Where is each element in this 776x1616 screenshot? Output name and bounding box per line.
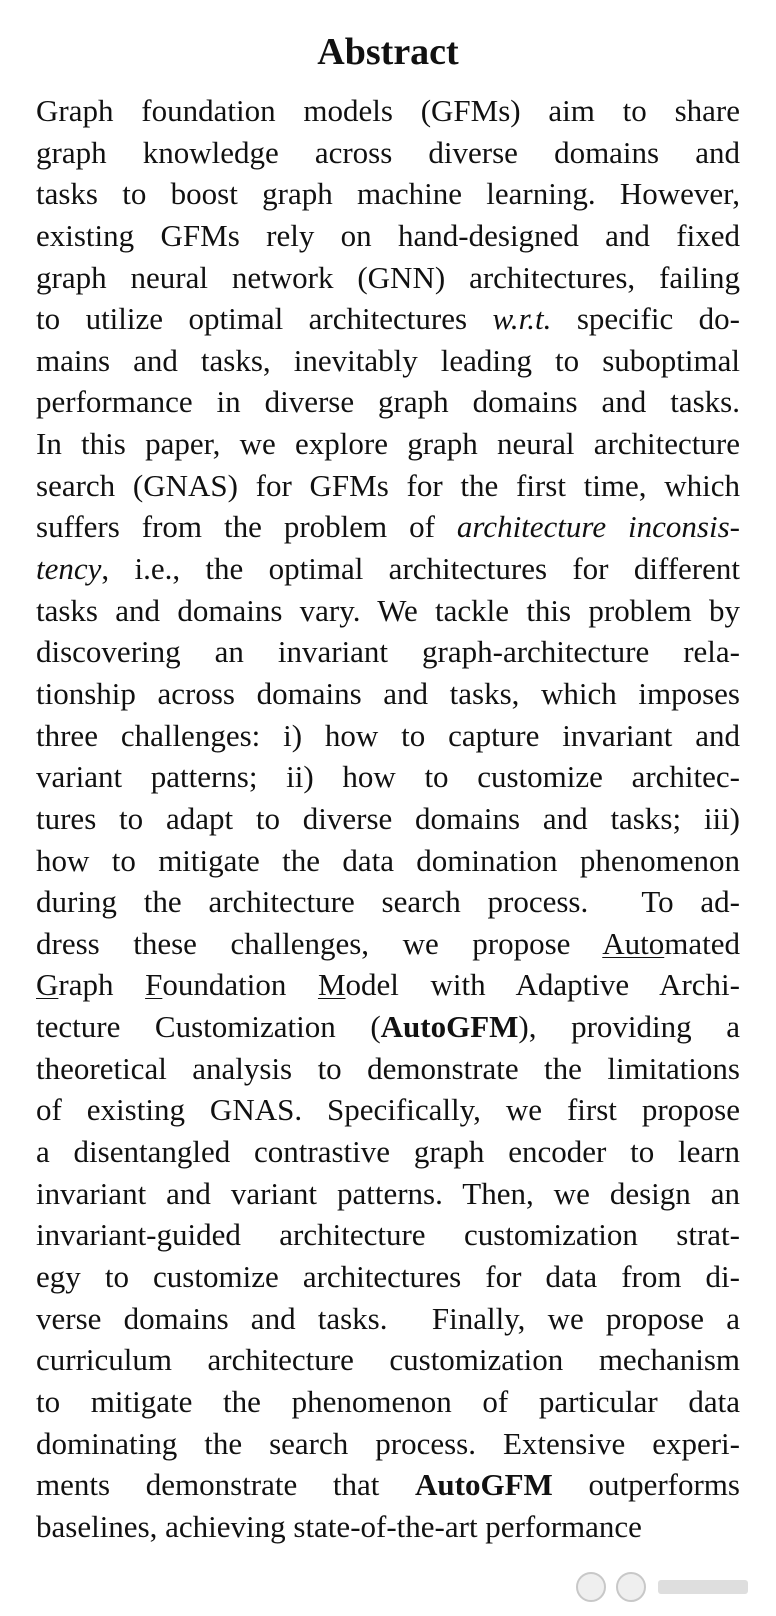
- text-segment: In this paper, we explore graph neural architecture: [36, 426, 740, 462]
- text-segment: to utilize optimal architectures: [36, 301, 493, 337]
- abstract-line: [36, 1506, 740, 1548]
- text-segment: tasks to boost graph machine learning. However,: [36, 176, 740, 212]
- watermark-logo-icon: [576, 1572, 606, 1602]
- text-segment: Graph foundation models (GFMs) aim to share: [36, 93, 740, 128]
- abstract-line: [36, 590, 740, 632]
- text-segment: existing GFMs rely on hand-designed and fixed: [36, 217, 740, 253]
- abstract-line: [36, 1006, 740, 1048]
- text-segment: graph neural network (GNN) architectures, failing: [36, 259, 740, 295]
- abstract-line: [36, 881, 740, 923]
- watermark-text-mark: [658, 1580, 748, 1594]
- abstract-line: [36, 298, 740, 340]
- text-segment: mains and tasks, inevitably leading to suboptimal: [36, 342, 740, 378]
- abstract-line: [36, 381, 740, 423]
- text-segment: raph: [58, 967, 146, 1003]
- text-segment: verse domains and tasks. Finally, we propose a: [36, 1300, 740, 1336]
- abstract-line: [36, 1298, 740, 1340]
- abstract-line: [36, 215, 740, 257]
- abstract-line: [36, 923, 740, 965]
- abstract-line: [36, 1381, 740, 1423]
- underlined-letters: Auto: [602, 925, 665, 961]
- text-segment: invariant-guided architecture customization strat-: [36, 1217, 740, 1253]
- text-segment: tecture Customization (: [36, 1009, 381, 1045]
- text-segment: ments demonstrate that: [36, 1467, 416, 1503]
- text-segment: theoretical analysis to demonstrate the limitations: [36, 1050, 740, 1086]
- abstract-line: [36, 1256, 740, 1298]
- abstract-line: [36, 1131, 740, 1173]
- text-segment: how to mitigate the data domination phenomenon: [36, 842, 740, 878]
- text-segment: to mitigate the phenomenon of particular data: [36, 1383, 740, 1419]
- text-segment: dominating the search process. Extensive experi-: [36, 1425, 740, 1461]
- text-segment: tionship across domains and tasks, which imposes: [36, 675, 740, 711]
- abstract-line: [36, 1173, 740, 1215]
- abstract-line: [36, 964, 740, 1006]
- text-segment: three challenges: i) how to capture invariant and: [36, 717, 740, 753]
- text-segment: during the architecture search process. To ad-: [36, 884, 740, 920]
- italic-term: architecture inconsis-: [456, 509, 740, 545]
- abstract-line: [36, 465, 740, 507]
- text-segment: variant patterns; ii) how to customize architec-: [36, 759, 740, 795]
- text-segment: dress these challenges, we propose: [36, 925, 603, 961]
- text-segment: invariant and variant patterns. Then, we design an: [36, 1175, 740, 1211]
- text-segment: curriculum architecture customization mechanism: [36, 1342, 740, 1378]
- text-segment: search (GNAS) for GFMs for the first time, which: [36, 467, 740, 503]
- abstract-line: [36, 1339, 740, 1381]
- text-segment: specific do-: [551, 301, 740, 337]
- text-segment: a disentangled contrastive graph encoder to learn: [36, 1134, 740, 1170]
- abstract-line: [36, 257, 740, 299]
- abstract-line: [36, 1048, 740, 1090]
- underlined-letters: M: [317, 967, 346, 1003]
- abstract-line: [36, 1089, 740, 1131]
- text-segment: odel with Adaptive Archi-: [345, 967, 740, 1003]
- underlined-letters: G: [36, 967, 59, 1003]
- abstract-line: [36, 1214, 740, 1256]
- abstract-line: [36, 340, 740, 382]
- text-segment: outperforms: [552, 1467, 740, 1503]
- text-segment: discovering an invariant graph-architecture rela-: [36, 634, 740, 670]
- abstract-line: [36, 840, 740, 882]
- abstract-line: [36, 798, 740, 840]
- text-segment: ), providing a: [518, 1009, 740, 1045]
- abstract-line: [36, 173, 740, 215]
- watermark-logo-icon: [616, 1572, 646, 1602]
- abstract-line: [36, 631, 740, 673]
- text-segment: tasks and domains vary. We tackle this problem by: [36, 592, 740, 628]
- abstract-line: [36, 1464, 740, 1506]
- text-segment: mated: [664, 925, 740, 961]
- text-segment: of existing GNAS. Specifically, we first propose: [36, 1092, 740, 1128]
- bold-term: AutoGFM: [415, 1467, 553, 1503]
- abstract-line: [36, 756, 740, 798]
- text-segment: graph knowledge across diverse domains and: [36, 134, 740, 170]
- abstract-body: [36, 90, 740, 1547]
- text-segment: , i.e., the optimal architectures for different: [101, 551, 740, 587]
- text-segment: oundation: [162, 967, 318, 1003]
- bold-term: AutoGFM: [380, 1009, 519, 1045]
- abstract-line: [36, 1423, 740, 1465]
- text-segment: tures to adapt to diverse domains and tasks; iii): [36, 800, 740, 836]
- section-title: Abstract: [317, 31, 459, 73]
- abstract-line: [36, 423, 740, 465]
- watermark-overlay: [558, 1566, 768, 1610]
- text-segment: baselines, achieving state-of-the-art performance: [36, 1508, 642, 1544]
- italic-term: tency: [36, 551, 102, 587]
- text-segment: suffers from the problem of: [36, 509, 457, 545]
- abstract-line: [36, 548, 740, 590]
- underlined-letters: F: [145, 967, 163, 1003]
- abstract-line: [36, 90, 740, 132]
- abstract-line: [36, 506, 740, 548]
- abstract-line: [36, 132, 740, 174]
- abstract-line: [36, 673, 740, 715]
- text-segment: performance in diverse graph domains and tasks.: [36, 384, 740, 420]
- abstract-line: [36, 715, 740, 757]
- italic-term: w.r.t.: [492, 301, 552, 337]
- text-segment: egy to customize architectures for data from di-: [36, 1258, 740, 1294]
